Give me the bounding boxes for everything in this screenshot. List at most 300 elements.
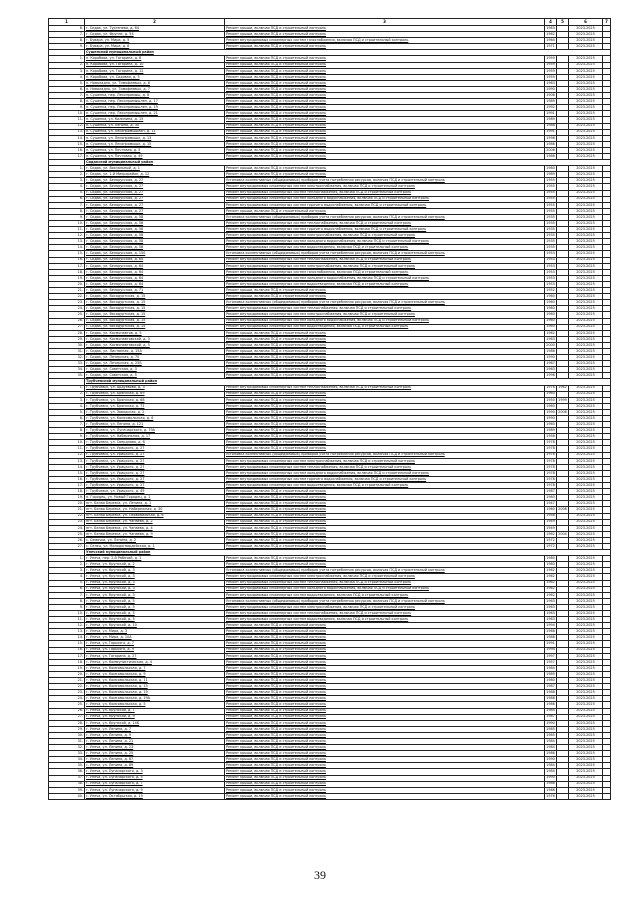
period-cell: 2023-2025	[569, 56, 603, 62]
year-cell: 1997	[546, 653, 555, 658]
work-type-cell: Ремонт внутридомовых инженерных систем электроснабжения, включая ПСД и строительный контроль	[225, 312, 545, 318]
year-cell: 1960	[546, 312, 555, 317]
period-cell: 2023-2025	[569, 617, 603, 623]
row-number-cell: 39.	[49, 787, 85, 793]
row-number-cell: 11.	[49, 617, 85, 623]
work-type-cell: Ремонт крыши, включая ПСД и строительный контроль	[225, 434, 545, 440]
address-cell: г. Унеча, ул. Луначарского, д. 7	[85, 781, 225, 787]
year-cell: 1990	[546, 720, 555, 725]
row-number-cell: 30.	[49, 732, 85, 738]
row-number-cell: 16.	[49, 257, 85, 263]
address-cell: г. Сидак, ул. Советская, д. 3	[85, 367, 225, 373]
row-number-cell: 31.	[49, 348, 85, 354]
row-number-cell: 31.	[49, 738, 85, 744]
row-number-cell: 14.	[49, 245, 85, 251]
period-cell: 2023-2025	[569, 141, 603, 147]
address-cell: г. Унеча, ул. Октябрьская, д. 15	[85, 793, 225, 799]
year-cell: 1989	[546, 428, 555, 433]
work-type-cell: Ремонт крыши, включая ПСД и строительный контроль	[225, 80, 545, 86]
period-cell: 2023-2025	[569, 568, 603, 574]
work-type-cell: Ремонт крыши, включая ПСД и строительный контроль	[225, 373, 545, 379]
period-cell: 2023-2025	[569, 397, 603, 403]
year-cell: 1986	[546, 787, 555, 792]
row-number-cell: 19.	[49, 665, 85, 671]
year-cell: 1960	[546, 562, 555, 567]
address-cell: г. Трубчевск, ул. Урицкого, д. 49	[85, 489, 225, 495]
row-number-cell: 13.	[49, 629, 85, 635]
year-cell: 1963	[546, 336, 555, 341]
year-cell: 1962	[546, 531, 555, 536]
row-number-cell: 18.	[49, 269, 85, 275]
address-cell: п. Сушенка, ул. Почтовая, д. 49	[85, 153, 225, 159]
work-type-cell: Ремонт крыши, включая ПСД и строительный контроль	[225, 769, 545, 775]
row-number-cell: 1.	[49, 556, 85, 562]
address-cell: п. Коробова, ул. Гагарина, д. 10	[85, 62, 225, 68]
work-type-cell: Ремонт крыши, включая ПСД и строительный контроль	[225, 135, 545, 141]
row-number-cell: 7.	[49, 32, 85, 38]
district-group-title: Сидакский муниципальный район	[85, 160, 611, 166]
year-cell: 1955	[546, 202, 555, 207]
year-cell: 1935	[546, 233, 555, 238]
row-number-cell: 22.	[49, 684, 85, 690]
year-cell: 1990	[546, 415, 555, 420]
period-cell: 2023-2025	[569, 537, 603, 543]
work-type-cell: Установка коллективных (общедомовых) приборов учета потребления ресурсов, включая ПСД и строительный контроль	[225, 214, 545, 220]
period-cell: 2023-2025	[569, 751, 603, 757]
year-cell: 2006	[546, 147, 555, 152]
year-cell: 1989	[546, 117, 555, 122]
row-number-cell: 34.	[49, 757, 85, 763]
work-type-cell: Ремонт крыши, включая ПСД и строительный контроль	[225, 336, 545, 342]
period-cell: 2023-2025	[569, 720, 603, 726]
row-number-cell: 29.	[49, 336, 85, 342]
work-type-cell: Установка коллективных (общедомовых) приборов учета потребления ресурсов, включая ПСД и строительный контроль	[225, 568, 545, 574]
address-cell: г. Унеча, ул. Комсомольская, д. 7	[85, 665, 225, 671]
address-cell: г. Унеча, ул. Гагарина, д. 27	[85, 653, 225, 659]
year-cell: 1990	[546, 409, 555, 414]
address-cell: г. Сидак, ул. Белорусская, д. 58	[85, 245, 225, 251]
row-number-cell: 11.	[49, 227, 85, 233]
period-cell: 2023-2025	[569, 172, 603, 178]
row-number-cell: 3.	[49, 178, 85, 184]
period-cell: 2023-2025	[569, 99, 603, 105]
year-cell: 1984	[546, 738, 555, 743]
work-type-cell: Ремонт крыши, включая ПСД и строительный контроль	[225, 556, 545, 562]
address-cell: п. Коробова, ул. Гагарина, д. 8	[85, 56, 225, 62]
period-cell: 2023-2025	[569, 671, 603, 677]
work-type-cell: Ремонт крыши, включая ПСД и строительный контроль	[225, 348, 545, 354]
year-cell: 1959	[546, 68, 555, 73]
work-type-cell: Ремонт внутридомовых инженерных систем водоотведения, включая ПСД и строительный контроль	[225, 483, 545, 489]
year-cell: 1991	[546, 641, 555, 646]
year-cell: 1953	[546, 275, 555, 280]
year-cell: 1955	[546, 208, 555, 213]
work-type-cell: Ремонт крыши, включая ПСД и строительный контроль	[225, 495, 545, 501]
row-number-cell: 40.	[49, 793, 85, 799]
year-cell: 1959	[546, 56, 555, 61]
work-type-cell: Ремонт крыши, включая ПСД и строительный контроль	[225, 153, 545, 159]
year-cell: 1996	[546, 135, 555, 140]
row-number-cell: 13.	[49, 458, 85, 464]
address-cell: г. Унеча, ул. Ленина, д. 25	[85, 751, 225, 757]
year-cell: 1955	[546, 178, 555, 183]
address-cell: г. Унеча, ул. Крупской, д. 5	[85, 617, 225, 623]
address-cell: г. Сидак, ул. Белорусская, д. 58	[85, 214, 225, 220]
period-cell: 2023-2025	[569, 294, 603, 300]
period-cell: 2023-2025	[569, 702, 603, 708]
row-number-cell: 4.	[49, 574, 85, 580]
address-cell: п. Сушенка, ул. Почтовая, д. 5	[85, 147, 225, 153]
period-cell: 2023-2025	[569, 245, 603, 251]
period-cell: 2023-2025	[569, 300, 603, 306]
period-cell: 2023-2025	[569, 440, 603, 446]
year-cell: 1953	[546, 257, 555, 262]
period-cell: 2023-2025	[569, 495, 603, 501]
address-cell: г. Унеча, ул. Комсомольская, д. 11	[85, 678, 225, 684]
work-type-cell: Ремонт внутридомовых инженерных систем холодного водоснабжения, включая ПСД и строительный контроль	[225, 239, 545, 245]
address-cell: г. Унеча, ул. Крупской, д. 7	[85, 708, 225, 714]
year-cell: 1947	[546, 501, 555, 506]
year-cell: 1963	[546, 616, 555, 621]
period-cell: 2023-2025	[569, 227, 603, 233]
year-cell: 1990	[546, 86, 555, 91]
year-cell: 1960	[546, 391, 555, 396]
row-number-cell: 28.	[49, 720, 85, 726]
row-number-cell: 5.	[49, 409, 85, 415]
address-cell: г. Трубчевск, ул. Набережная, д. 17	[85, 434, 225, 440]
period-cell: 2023-2025	[569, 726, 603, 732]
address-cell: г. Сидак, ул. Восодуртская, д. 15	[85, 312, 225, 318]
row-number-cell: 9.	[49, 214, 85, 220]
year-cell: 1986	[546, 348, 555, 353]
address-cell: г. Трубчевск, ул. Комсомольская, д. 6	[85, 416, 225, 422]
period-cell: 2023-2025	[569, 105, 603, 111]
row-number-cell: 1.	[49, 56, 85, 62]
row-number-cell: 14.	[49, 635, 85, 641]
year-cell: 1996	[546, 373, 555, 378]
work-type-cell: Ремонт внутридомовых инженерных систем холодного водоснабжения, включая ПСД и строительный контроль	[225, 275, 545, 281]
work-type-cell: Ремонт внутридомовых инженерных систем водоотведения, включая ПСД и строительный контроль	[225, 245, 545, 251]
year-cell: 1953	[546, 251, 555, 256]
work-type-cell: Ремонт крыши, включая ПСД и строительный контроль	[225, 507, 545, 513]
period-cell: 2023-2025	[569, 214, 603, 220]
work-type-cell: Ремонт крыши, включая ПСД и строительный контроль	[225, 62, 545, 68]
address-cell: г. Сидак, ул. Белорусская, д. 64	[85, 257, 225, 263]
extra-year-cell: 2004	[558, 531, 567, 536]
address-cell: п. Сушенка, пер. Лесопромышлен, д. 17	[85, 99, 225, 105]
row-number-cell: 11.	[49, 446, 85, 452]
work-type-cell: Ремонт крыши, включая ПСД и строительный контроль	[225, 757, 545, 763]
period-cell: 2023-2025	[569, 288, 603, 294]
row-number-cell: 20.	[49, 671, 85, 677]
work-type-cell: Ремонт крыши, включая ПСД и строительный контроль	[225, 665, 545, 671]
period-cell: 2023-2025	[569, 111, 603, 117]
work-type-cell: Ремонт крыши, включая ПСД и строительный контроль	[225, 793, 545, 799]
work-type-cell: Установка коллективных (общедомовых) приборов учета потребления ресурсов, включая ПСД и строительный контроль	[225, 178, 545, 184]
address-cell: г. Сидак, ул. Восодуртская, д. 15	[85, 324, 225, 330]
address-cell: г. Сидак, ул. Печерская, д. 70	[85, 355, 225, 361]
period-cell: 2023-2025	[569, 324, 603, 330]
row-number-cell: 14.	[49, 135, 85, 141]
work-type-cell: Ремонт крыши, включая ПСД и строительный контроль	[225, 671, 545, 677]
period-cell: 2023-2025	[569, 403, 603, 409]
period-cell: 2023-2025	[569, 129, 603, 135]
period-cell: 2023-2025	[569, 342, 603, 348]
row-number-cell: 30.	[49, 342, 85, 348]
work-type-cell: Ремонт крыши, включая ПСД и строительный контроль	[225, 26, 545, 32]
row-number-cell: 22.	[49, 294, 85, 300]
row-number-cell: 5.	[49, 580, 85, 586]
period-cell: 2023-2025	[569, 367, 603, 373]
address-cell: г. Сидак, ул. Белорусская, д. 71	[85, 288, 225, 294]
year-cell: 1978	[546, 440, 555, 445]
row-number-cell: 19.	[49, 495, 85, 501]
period-cell: 2023-2025	[569, 208, 603, 214]
year-cell: 1960	[546, 495, 555, 500]
row-number-cell: 10.	[49, 440, 85, 446]
year-cell: 1935	[546, 245, 555, 250]
address-cell: г. Сидак, ул. Восодуртская, д. 15	[85, 294, 225, 300]
row-number-cell: 5.	[49, 80, 85, 86]
row-number-cell: 27.	[49, 324, 85, 330]
period-cell: 2023-2025	[569, 708, 603, 714]
address-cell: г. Унеча, ул. Ленина, д. 87	[85, 757, 225, 763]
work-type-cell: Ремонт крыши, включая ПСД и строительный контроль	[225, 416, 545, 422]
year-cell: 1984	[546, 763, 555, 768]
work-type-cell: Установка коллективных (общедомовых) приборов учета потребления ресурсов, включая ПСД и строительный контроль	[225, 300, 545, 306]
work-type-cell: Ремонт крыши, включая ПСД и строительный контроль	[225, 751, 545, 757]
row-number-cell: 4.	[49, 184, 85, 190]
row-number-cell: 8.	[49, 598, 85, 604]
address-cell: п. Сушенка, ул. Лесопромышл, д. 13	[85, 135, 225, 141]
period-cell: 2023-2025	[569, 275, 603, 281]
address-cell: г. Трубчевск, ул. Урицкого, д. 27	[85, 446, 225, 452]
address-cell: пгт. Белая Березка, ул. Чапаева, д. 2	[85, 519, 225, 525]
row-number-cell: 17.	[49, 153, 85, 159]
address-cell: г. Унеча, ул. Крупской, д. 10	[85, 623, 225, 629]
year-cell: 1960	[546, 421, 555, 426]
period-cell: 2023-2025	[569, 629, 603, 635]
row-number-cell: 7.	[49, 202, 85, 208]
year-cell: 1984	[546, 744, 555, 749]
address-cell: г. Сидак, ул. Белорусская, д. 150	[85, 251, 225, 257]
extra-year-cell: 1999	[558, 397, 567, 402]
work-type-cell: Ремонт внутридомовых инженерных систем горячего водоснабжения, включая ПСД и строительный контроль	[225, 476, 545, 482]
row-number-cell: 23.	[49, 690, 85, 696]
row-number-cell: 17.	[49, 653, 85, 659]
work-type-cell: Ремонт крыши, включая ПСД и строительный контроль	[225, 635, 545, 641]
work-type-cell: Ремонт крыши, включая ПСД и строительный контроль	[225, 166, 545, 172]
work-type-cell: Ремонт крыши, включая ПСД и строительный контроль	[225, 525, 545, 531]
year-cell: 1955	[546, 184, 555, 189]
period-cell: 2023-2025	[569, 409, 603, 415]
row-number-cell: 38.	[49, 781, 85, 787]
address-cell: г. Унеча, ул. Крупской, д. 3	[85, 580, 225, 586]
address-cell: г. Сидак, ул. Фрунзе, д. 54	[85, 32, 225, 38]
address-cell: г. Сидак, ул. Белорусская, д. 27	[85, 202, 225, 208]
year-cell: 1953	[546, 263, 555, 268]
period-cell: 2023-2025	[569, 318, 603, 324]
address-cell: г. Унеча, ул. Ленина, д. 7	[85, 726, 225, 732]
year-cell: 1960	[546, 306, 555, 311]
year-cell: 1963	[546, 598, 555, 603]
page-number: 39	[314, 868, 326, 882]
row-number-cell: 3.	[49, 397, 85, 403]
year-cell: 1963	[546, 25, 555, 30]
address-cell: г. Трубчевск, ул. Свердлова, д. 6	[85, 440, 225, 446]
period-cell: 2023-2025	[569, 519, 603, 525]
work-type-cell: Ремонт крыши, включая ПСД и строительный контроль	[225, 68, 545, 74]
period-cell: 2023-2025	[569, 452, 603, 458]
row-number-cell: 2.	[49, 62, 85, 68]
address-cell: п. Сушенка, пер. Лесопромышлен, д. 21	[85, 111, 225, 117]
year-cell: 1959	[546, 74, 555, 79]
year-cell: 1952	[546, 287, 555, 292]
period-cell: 2023-2025	[569, 239, 603, 245]
row-number-cell: 4.	[49, 403, 85, 409]
work-type-cell: Ремонт внутридомовых инженерных систем электроснабжения, включая ПСД и строительный контроль	[225, 574, 545, 580]
address-cell: г. Унеча, ул. Крупской, д. 5	[85, 604, 225, 610]
year-cell: 1994	[546, 647, 555, 652]
address-cell: г. Унеча, ул. Комсомольская, д. 5	[85, 702, 225, 708]
work-type-cell: Ремонт внутридомовых инженерных систем водоотведения, включая ПСД и строительный контроль	[225, 592, 545, 598]
address-cell: пгт. Белая Березка, ул. Чапаева, д. 9	[85, 531, 225, 537]
row-number-cell: 18.	[49, 489, 85, 495]
work-type-cell: Ремонт крыши, включая ПСД и строительный контроль	[225, 367, 545, 373]
work-type-cell: Ремонт крыши, включая ПСД и строительный контроль	[225, 775, 545, 781]
row-number-cell: 2.	[49, 172, 85, 178]
period-cell: 2023-2025	[569, 738, 603, 744]
work-type-cell: Ремонт крыши, включая ПСД и строительный контроль	[225, 409, 545, 415]
extra-year-cell: 2006	[558, 409, 567, 414]
work-type-cell: Ремонт крыши, включая ПСД и строительный контроль	[225, 440, 545, 446]
row-number-cell: 6.	[49, 416, 85, 422]
work-type-cell: Ремонт крыши, включая ПСД и строительный контроль	[225, 653, 545, 659]
work-type-cell: Ремонт внутридомовых инженерных систем электроснабжения, включая ПСД и строительный контроль	[225, 184, 545, 190]
row-number-cell: 20.	[49, 281, 85, 287]
year-cell: 1953	[546, 281, 555, 286]
year-cell: 1986	[546, 702, 555, 707]
address-cell: г. Унеча, ул. Луначарского, д. 5	[85, 775, 225, 781]
period-cell: 2023-2025	[569, 269, 603, 275]
year-cell: 1956	[546, 513, 555, 518]
work-type-cell: Ремонт крыши, включая ПСД и строительный контроль	[225, 330, 545, 336]
address-cell: п. Сушенка, ул. Лесопромышл, д. 15	[85, 141, 225, 147]
address-cell: г. Трубчевск, ул. Ардуевова, д. 3	[85, 385, 225, 391]
year-cell: 1935	[546, 226, 555, 231]
row-number-cell: 25.	[49, 312, 85, 318]
address-cell: г. Унеча, ул. Луначарского, д. 3	[85, 769, 225, 775]
row-number-cell: 37.	[49, 775, 85, 781]
row-number-cell: 12.	[49, 233, 85, 239]
work-type-cell: Ремонт крыши, включая ПСД и строительный контроль	[225, 763, 545, 769]
row-number-cell: 23.	[49, 519, 85, 525]
row-number-cell: 14.	[49, 464, 85, 470]
row-number-cell: 6.	[49, 196, 85, 202]
header-cell-7: 7	[603, 19, 611, 26]
blank-cell	[603, 793, 611, 799]
address-cell: п. Коробова, ул. Гагарина, д. 12	[85, 68, 225, 74]
extra-year-cell: 2006	[558, 507, 567, 512]
work-type-cell: Ремонт внутридомовых инженерных систем теплоснабжения, включая ПСД и строительный контроль	[225, 190, 545, 196]
address-cell: г. Сидак, ул. Космонавтов, д. 5	[85, 330, 225, 336]
year-cell: 1976	[546, 385, 555, 390]
row-number-cell: 15.	[49, 641, 85, 647]
year-cell: 1994	[546, 623, 555, 628]
row-number-cell: 8.	[49, 208, 85, 214]
period-cell: 2023-2025	[569, 507, 603, 513]
address-cell: г. Бувара, ул. Мира, д. 6	[85, 44, 225, 50]
period-cell: 2023-2025	[569, 233, 603, 239]
address-cell: г. Унеча, ул. Крупской, д. 5	[85, 598, 225, 604]
row-number-cell: 27.	[49, 714, 85, 720]
period-cell: 2023-2025	[569, 732, 603, 738]
row-number-cell: 6.	[49, 26, 85, 32]
row-number-cell: 2.	[49, 391, 85, 397]
address-cell: г. Сидак, ул. Белорусская, д. 64	[85, 263, 225, 269]
period-cell: 2023-2025	[569, 251, 603, 257]
period-cell: 2023-2025	[569, 416, 603, 422]
district-group-title: Унечский муниципальный район	[85, 550, 611, 556]
work-type-cell: Ремонт крыши, включая ПСД и строительный контроль	[225, 288, 545, 294]
year-cell: 1959	[546, 62, 555, 67]
address-cell: г. Сидак, ул. Космонавтовской, д. 5	[85, 342, 225, 348]
year-cell: 1987	[546, 683, 555, 688]
period-cell: 2023-2025	[569, 604, 603, 610]
year-cell: 1978	[546, 482, 555, 487]
year-cell: 1964	[546, 38, 555, 43]
address-cell: г. Трубчевск, ул. Луначарского, д. 79А	[85, 428, 225, 434]
address-cell: пгт. Белая Березка, ул. Ленина, д. 1	[85, 501, 225, 507]
row-number-cell: 22.	[49, 513, 85, 519]
year-cell: 1958	[546, 434, 555, 439]
address-cell: г. Трубчевск, ул. Ленина, д. 121	[85, 422, 225, 428]
address-cell: с. Селец, ул. Молодогвардейская, д. 1	[85, 543, 225, 549]
year-cell: 1980	[546, 677, 555, 682]
work-type-cell: Ремонт внутридомовых инженерных систем теплоснабжения, включая ПСД и строительный контроль	[225, 385, 545, 391]
year-cell: 1986	[546, 781, 555, 786]
year-cell: 1935	[546, 214, 555, 219]
address-cell: г. Сидак, ул. Восодуртская, д. 15	[85, 300, 225, 306]
address-cell: г. Унеча, ул. Луначарского, д. 9	[85, 787, 225, 793]
period-cell: 2023-2025	[569, 531, 603, 537]
row-number-cell: 26.	[49, 537, 85, 543]
period-cell: 2023-2025	[569, 586, 603, 592]
address-cell: г. Унеча, ул. Комсомольская, д. 9	[85, 671, 225, 677]
year-cell: 1984	[546, 769, 555, 774]
work-type-cell: Ремонт крыши, включая ПСД и строительный контроль	[225, 489, 545, 495]
year-cell: 1953	[546, 269, 555, 274]
period-cell: 2023-2025	[569, 178, 603, 184]
year-cell: 1978	[546, 476, 555, 481]
address-cell: п. Новоладно, ул. Тимофеевых, д. 7	[85, 86, 225, 92]
year-cell: 1988	[546, 696, 555, 701]
row-number-cell: 3.	[49, 568, 85, 574]
period-cell: 2023-2025	[569, 745, 603, 751]
work-type-cell: Ремонт внутридомовых инженерных систем теплоснабжения, включая ПСД и строительный контроль	[225, 306, 545, 312]
address-cell: п. Коробова, ул. Садовая, д. 5	[85, 74, 225, 80]
address-cell: г. Унеча, ул. Ленина, д. 9	[85, 732, 225, 738]
address-cell: г. Унеча, ул. Крупской, д. 5	[85, 611, 225, 617]
row-number-cell: 9.	[49, 44, 85, 50]
year-cell: 1985	[546, 732, 555, 737]
period-cell: 2023-2025	[569, 80, 603, 86]
year-cell: 1963	[546, 604, 555, 609]
address-cell: г. Сидак, ул. Белорусская, д. 58	[85, 227, 225, 233]
period-cell: 2023-2025	[569, 184, 603, 190]
year-cell: 1972	[546, 543, 555, 548]
work-type-cell: Ремонт крыши, включая ПСД и строительный контроль	[225, 678, 545, 684]
